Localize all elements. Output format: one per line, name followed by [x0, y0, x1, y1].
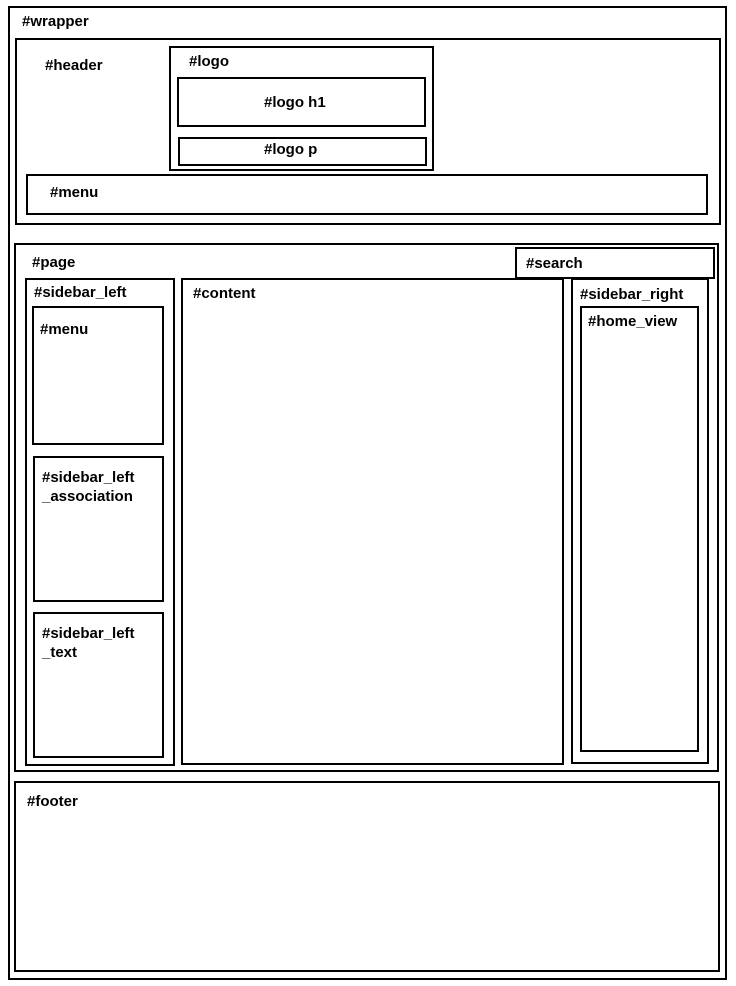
- content-label: #content: [193, 285, 256, 302]
- home-view-box: [580, 306, 699, 752]
- wrapper-label: #wrapper: [22, 13, 89, 30]
- header-menu-label: #menu: [50, 184, 99, 201]
- home-view-label: #home_view: [588, 313, 678, 330]
- header-menu-box: [26, 174, 708, 215]
- search-label: #search: [526, 255, 583, 272]
- sidebar-left-text-label: #sidebar_left _text: [42, 625, 135, 661]
- sidebar-left-association-label: #sidebar_left _association: [42, 469, 135, 505]
- footer-label: #footer: [27, 793, 78, 810]
- logo-h1-label: #logo h1: [264, 94, 326, 111]
- header-label: #header: [45, 57, 103, 74]
- footer-box: [14, 781, 720, 972]
- content-box: [181, 278, 564, 765]
- logo-label: #logo: [189, 53, 229, 70]
- sidebar-left-label: #sidebar_left: [34, 284, 127, 301]
- sidebar-menu-label: #menu: [40, 321, 89, 338]
- logo-p-label: #logo p: [264, 141, 318, 158]
- page-label: #page: [32, 254, 76, 271]
- sidebar-right-label: #sidebar_right: [580, 286, 684, 303]
